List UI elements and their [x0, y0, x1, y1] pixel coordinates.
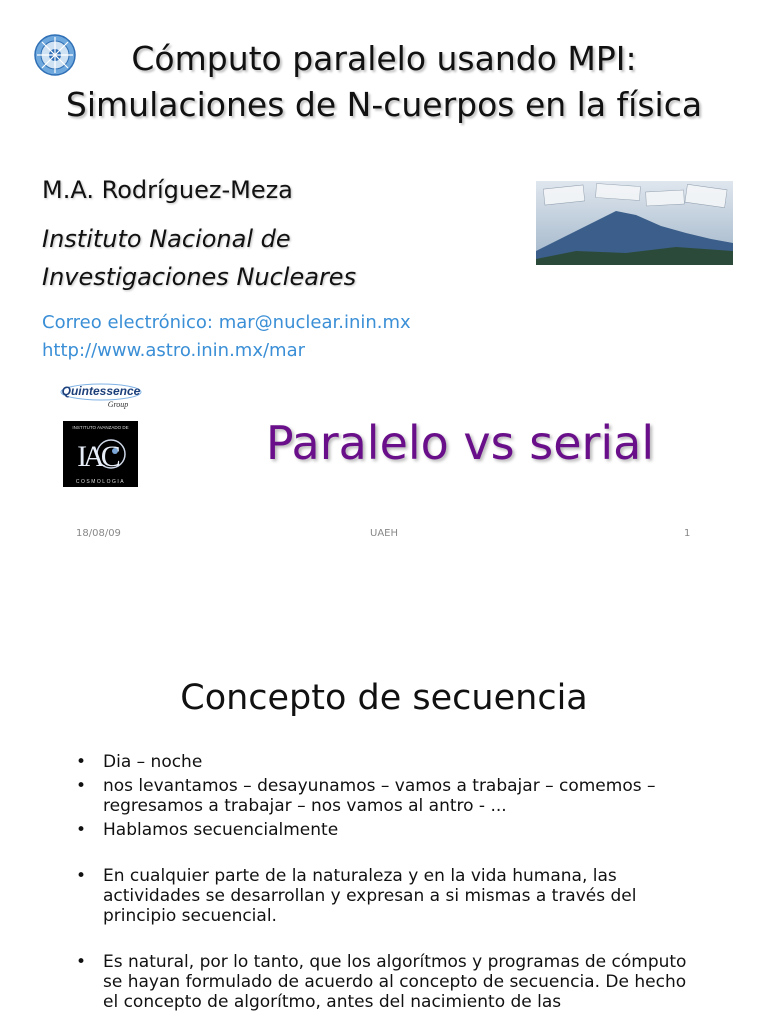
website-link[interactable]: http://www.astro.inin.mx/mar: [42, 340, 306, 361]
quintessence-group-logo: [58, 380, 144, 410]
iac-cosmology-logo: [63, 421, 138, 487]
author-name: M.A. Rodríguez-Meza: [42, 176, 293, 204]
list-item: • nos levantamos – desayunamos – vamos a trabajar – comemos – regresamos a trabajar – nos vamos al antro - ...: [76, 776, 696, 816]
iac-logo-letters: IAC: [77, 440, 117, 473]
list-item: • En cualquier parte de la naturaleza y en la vida humana, las actividades se desarrollan y expresan a si mismas a través del principio secuencial.: [76, 866, 696, 926]
email-link[interactable]: Correo electrónico: mar@nuclear.inin.mx: [42, 312, 411, 333]
slide-2: [0, 560, 768, 1024]
list-item: • Hablamos secuencialmente: [76, 820, 696, 840]
quintessence-logo-text: Quintessence: [61, 384, 141, 398]
institution-name: [42, 220, 356, 296]
slide-title: Cómputo paralelo usando MPI: Simulaciones de N-cuerpos en la física: [65, 39, 703, 124]
bullet-list: [76, 752, 696, 1012]
footer-center-text: UAEH: [370, 528, 398, 539]
slide-title: Concepto de secuencia: [180, 678, 588, 718]
list-item: • Es natural, por lo tanto, que los algorítmos y programas de cómputo se hayan formulado de acuerdo al concepto de secuencia. De hecho el concepto de algorítmo, antes del nacimiento de las: [76, 952, 696, 1012]
mountain-landscape-image: [536, 181, 733, 265]
footer-date: 18/08/09: [76, 528, 121, 539]
contact-info: [42, 309, 411, 365]
iac-logo-top-text: INSTITUTO AVANZADO DE: [72, 425, 129, 430]
iac-logo-bottom-text: COSMOLOGIA: [75, 479, 126, 485]
institution-line-2: Investigaciones Nucleares: [42, 263, 357, 291]
institution-line-1: Instituto Nacional de: [42, 225, 291, 253]
slide-subtitle: Paralelo vs serial: [265, 416, 655, 470]
footer-page-number: 1: [684, 528, 691, 539]
quintessence-logo-subtext: Group: [107, 400, 129, 409]
list-item: • Dia – noche: [76, 752, 696, 772]
